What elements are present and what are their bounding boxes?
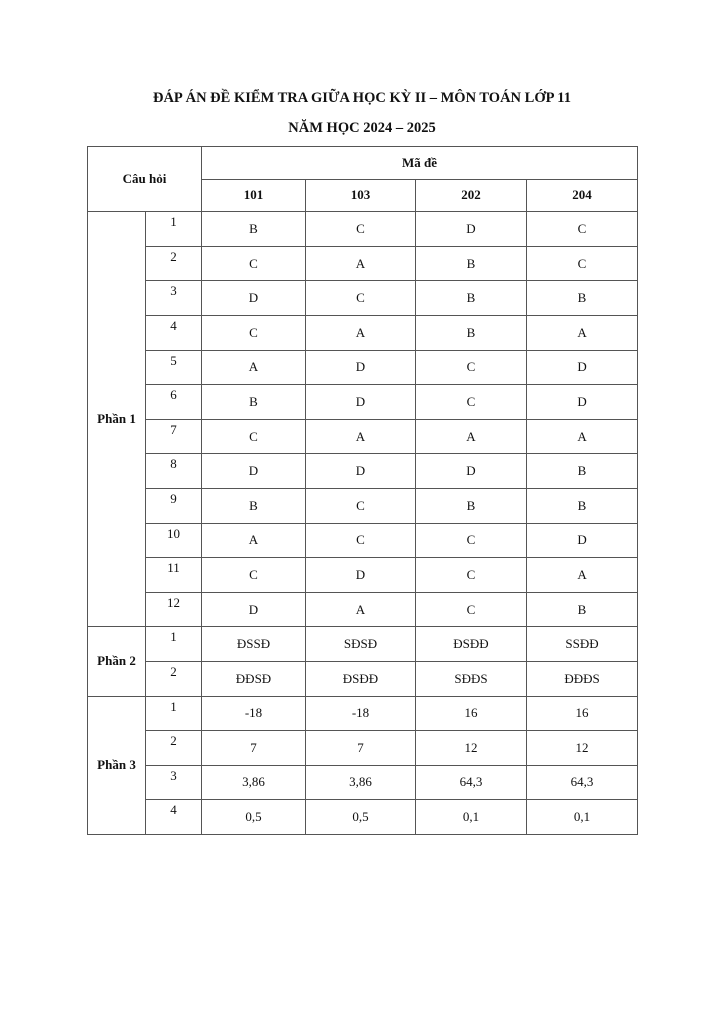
answer-cell: ĐSĐĐ [416, 627, 527, 662]
table-row [88, 246, 638, 281]
section-label: Phần 2 [88, 627, 146, 696]
answer-cell: A [527, 419, 638, 454]
question-number: 10 [146, 523, 202, 558]
question-number: 3 [146, 765, 202, 800]
answer-cell: B [416, 315, 527, 350]
answer-cell: D [527, 523, 638, 558]
answer-key-table [87, 146, 638, 835]
answer-cell: C [306, 281, 416, 316]
answer-cell: C [527, 212, 638, 247]
answer-cell: A [527, 315, 638, 350]
answer-cell: D [527, 350, 638, 385]
answer-cell: D [306, 558, 416, 593]
answer-cell: C [416, 592, 527, 627]
question-number: 7 [146, 419, 202, 454]
answer-cell: C [202, 419, 306, 454]
question-number: 4 [146, 315, 202, 350]
answer-cell: C [416, 350, 527, 385]
answer-cell: SĐĐS [416, 661, 527, 696]
table-row [88, 350, 638, 385]
table-row [88, 212, 638, 247]
exam-code-103: 103 [306, 179, 416, 212]
question-number: 3 [146, 281, 202, 316]
answer-cell: B [527, 592, 638, 627]
answer-cell: B [202, 385, 306, 420]
table-row [88, 800, 638, 835]
question-number: 12 [146, 592, 202, 627]
answer-cell: D [416, 212, 527, 247]
answer-cell: 7 [202, 731, 306, 766]
answer-cell: C [416, 558, 527, 593]
answer-cell: A [306, 419, 416, 454]
table-row [88, 488, 638, 523]
answer-cell: 3,86 [306, 765, 416, 800]
answer-cell: B [416, 246, 527, 281]
question-number: 8 [146, 454, 202, 489]
answer-cell: A [202, 350, 306, 385]
question-number: 6 [146, 385, 202, 420]
answer-cell: A [416, 419, 527, 454]
question-number: 2 [146, 246, 202, 281]
table-row [88, 661, 638, 696]
answer-cell: B [416, 281, 527, 316]
answer-cell: 7 [306, 731, 416, 766]
answer-cell: ĐSĐĐ [306, 661, 416, 696]
document-title: ĐÁP ÁN ĐỀ KIỂM TRA GIỮA HỌC KỲ II – MÔN TOÁN LỚP 11 [152, 90, 571, 106]
answer-cell: C [306, 488, 416, 523]
section-label: Phần 1 [88, 212, 146, 627]
table-row [88, 765, 638, 800]
question-number: 1 [146, 696, 202, 731]
answer-cell: ĐSSĐ [202, 627, 306, 662]
table-row [88, 558, 638, 593]
answer-cell: B [527, 488, 638, 523]
table-row [88, 731, 638, 766]
answer-cell: C [416, 523, 527, 558]
question-number: 11 [146, 558, 202, 593]
answer-cell: 0,5 [306, 800, 416, 835]
answer-cell: D [202, 592, 306, 627]
answer-cell: B [527, 281, 638, 316]
answer-cell: 12 [527, 731, 638, 766]
answer-cell: A [527, 558, 638, 593]
answer-cell: D [202, 281, 306, 316]
answer-cell: C [202, 315, 306, 350]
answer-cell: 64,3 [416, 765, 527, 800]
answer-cell: C [202, 558, 306, 593]
answer-cell: C [202, 246, 306, 281]
answer-cell: 3,86 [202, 765, 306, 800]
answer-cell: SSĐĐ [527, 627, 638, 662]
answer-cell: C [306, 212, 416, 247]
answer-cell: 0,1 [527, 800, 638, 835]
answer-cell: D [202, 454, 306, 489]
answer-cell: -18 [306, 696, 416, 731]
question-number: 4 [146, 800, 202, 835]
answer-cell: SĐSĐ [306, 627, 416, 662]
answer-cell: D [306, 454, 416, 489]
answer-cell: A [306, 592, 416, 627]
answer-cell: -18 [202, 696, 306, 731]
question-number: 2 [146, 731, 202, 766]
question-number: 1 [146, 212, 202, 247]
answer-cell: C [306, 523, 416, 558]
exam-code-header: Mã đề [202, 147, 638, 180]
answer-cell: 0,5 [202, 800, 306, 835]
section-label: Phần 3 [88, 696, 146, 834]
answer-cell: D [527, 385, 638, 420]
answer-cell: 12 [416, 731, 527, 766]
question-header: Câu hỏi [88, 147, 202, 212]
table-row [88, 696, 638, 731]
table-row [88, 454, 638, 489]
table-row [88, 627, 638, 662]
question-number: 5 [146, 350, 202, 385]
table-row [88, 523, 638, 558]
table-row [88, 385, 638, 420]
answer-cell: D [306, 350, 416, 385]
answer-cell: B [202, 212, 306, 247]
answer-cell: C [416, 385, 527, 420]
answer-cell: B [416, 488, 527, 523]
answer-cell: B [202, 488, 306, 523]
answer-cell: C [527, 246, 638, 281]
answer-cell: 0,1 [416, 800, 527, 835]
table-row [88, 592, 638, 627]
question-number: 2 [146, 661, 202, 696]
answer-cell: 64,3 [527, 765, 638, 800]
answer-cell: D [306, 385, 416, 420]
answer-cell: ĐĐĐS [527, 661, 638, 696]
answer-cell: A [202, 523, 306, 558]
school-year-title: NĂM HỌC 2024 – 2025 [288, 120, 436, 136]
exam-code-202: 202 [416, 179, 527, 212]
answer-cell: 16 [416, 696, 527, 731]
answer-cell: ĐĐSĐ [202, 661, 306, 696]
question-number: 1 [146, 627, 202, 662]
exam-code-204: 204 [527, 179, 638, 212]
exam-code-101: 101 [202, 179, 306, 212]
answer-cell: 16 [527, 696, 638, 731]
table-row [88, 419, 638, 454]
table-row [88, 315, 638, 350]
answer-cell: A [306, 315, 416, 350]
answer-cell: B [527, 454, 638, 489]
table-row [88, 281, 638, 316]
answer-cell: A [306, 246, 416, 281]
answer-cell: D [416, 454, 527, 489]
question-number: 9 [146, 488, 202, 523]
